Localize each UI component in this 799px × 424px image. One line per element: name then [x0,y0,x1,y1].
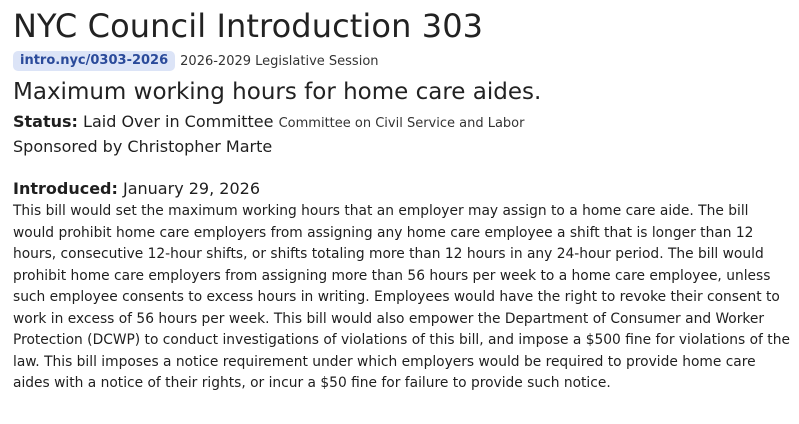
status-label: Status: [13,112,78,131]
intro-link-badge[interactable]: intro.nyc/0303-2026 [13,51,175,71]
page-title: NYC Council Introduction 303 [13,7,484,45]
bill-summary: This bill would set the maximum working hours that an employer may assign to a home care aide. The bill would prohibit home care employers from assigning any home care employee a shift that is longer than 12 hours, consecutive 12-hour shifts, or shifts totaling more than 12 hours in any 24-hour period. The bill would prohibit home care employers from assigning more than 56 hours per week to a home care employee, unless such employee consents to excess hours in writing. Employees would have the right to revoke their consent to work in excess of 56 hours per week. This bill would also empower the Department of Consumer and Worker Protection (DCWP) to conduct investigations of violations of this bill, and impose a $500 fine for violations of the law. This bill imposes a notice requirement under which employers would be required to provide home care aides with a notice of their rights, or incur a $50 fine for failure to provide such notice. [13,203,790,391]
status-value: Laid Over in Committee [83,112,274,131]
bill-subtitle: Maximum working hours for home care aides. [13,79,542,105]
meta-row [13,50,787,72]
introduced-line [13,178,787,200]
committee-name: Committee on Civil Service and Labor [278,116,525,131]
session-label: 2026-2029 Legislative Session [180,53,379,69]
introduced-date: January 29, 2026 [123,179,260,198]
status-line [13,111,787,135]
sponsor-line: Sponsored by Christopher Marte [13,137,273,156]
introduced-label: Introduced: [13,179,118,198]
